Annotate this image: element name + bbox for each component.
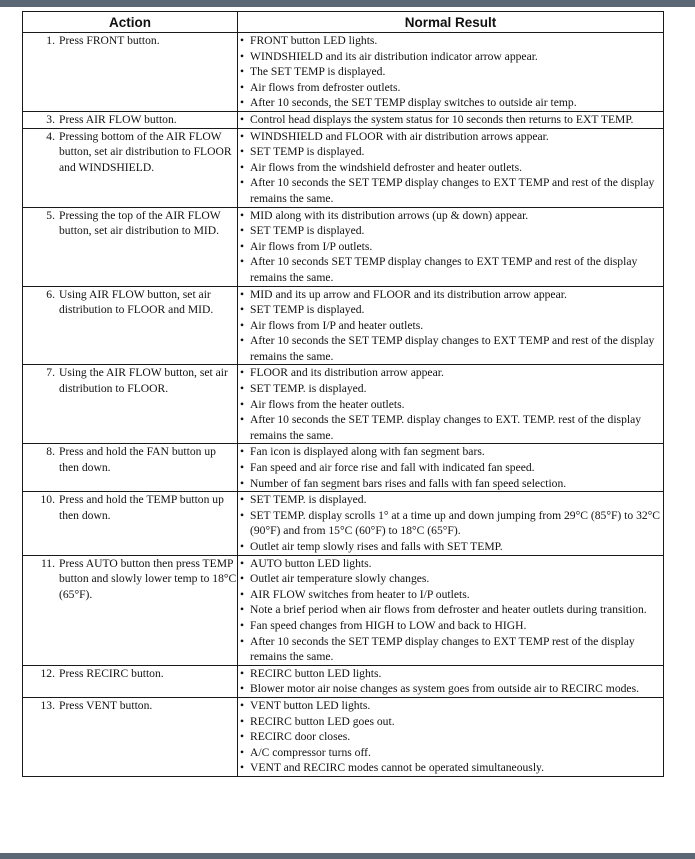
result-cell <box>238 111 664 128</box>
action-text: Using the AIR FLOW button, set air distribution to FLOOR. <box>59 366 228 396</box>
result-item: • Air flows from I/P and heater outlets. <box>238 318 663 334</box>
action-cell <box>23 286 238 365</box>
result-item: • Note a brief period when air flows from defroster and heater outlets during transition. <box>238 602 663 618</box>
table-row <box>23 128 664 207</box>
result-item: • Air flows from defroster outlets. <box>238 80 663 96</box>
result-item: • Air flows from the windshield defroster and heater outlets. <box>238 160 663 176</box>
result-list <box>238 33 663 111</box>
action-cell <box>23 111 238 128</box>
diagnostic-test-table <box>22 11 664 777</box>
result-list <box>238 208 663 286</box>
action-cell <box>23 365 238 444</box>
result-item: • Control head displays the system status for 10 seconds then returns to EXT TEMP. <box>238 112 663 128</box>
action-text: Press and hold the FAN button up then down. <box>59 445 216 475</box>
step-number: 3. <box>46 112 55 126</box>
result-list <box>238 287 663 365</box>
result-item: • Air flows from the heater outlets. <box>238 397 663 413</box>
result-list <box>238 556 663 665</box>
result-list <box>238 666 663 697</box>
step-number: 7. <box>46 366 55 380</box>
result-item: • SET TEMP is displayed. <box>238 144 663 160</box>
step-number: 8. <box>46 445 55 459</box>
action-cell <box>23 33 238 112</box>
result-cell <box>238 207 664 286</box>
action-text: Press and hold the TEMP button up then down. <box>59 493 224 522</box>
table-row <box>23 207 664 286</box>
step-number: 4. <box>46 129 55 143</box>
step-number: 12. <box>40 666 55 680</box>
result-item: • FLOOR and its distribution arrow appear. <box>238 365 663 381</box>
result-list <box>238 698 663 776</box>
result-cell <box>238 365 664 444</box>
table-row <box>23 286 664 365</box>
result-item: • Blower motor air noise changes as system goes from outside air to RECIRC modes. <box>238 681 663 697</box>
result-item: • AIR FLOW switches from heater to I/P outlets. <box>238 587 663 603</box>
result-item: • MID along with its distribution arrows (up & down) appear. <box>238 208 663 224</box>
result-item: • Outlet air temperature slowly changes. <box>238 571 663 587</box>
step-number: 1. <box>46 34 55 47</box>
result-cell <box>238 128 664 207</box>
result-item: • SET TEMP. display scrolls 1° at a time up and down jumping from 29°C (85°F) to 32°C (90°F) and from 15°C (60°F) to 18°C (65°F). <box>238 508 663 539</box>
result-item: • SET TEMP. is displayed. <box>238 492 663 508</box>
result-item: • After 10 seconds the SET TEMP display changes to EXT TEMP rest of the display remains the same. <box>238 634 663 665</box>
result-item: • SET TEMP is displayed. <box>238 223 663 239</box>
table-row <box>23 665 664 697</box>
table-row <box>23 555 664 665</box>
result-item: • WINDSHIELD and FLOOR with air distribution arrows appear. <box>238 129 663 145</box>
result-item: • Air flows from I/P outlets. <box>238 239 663 255</box>
action-text: Press RECIRC button. <box>59 666 164 680</box>
result-item: • After 10 seconds the SET TEMP display changes to EXT TEMP and rest of the display remains the same. <box>238 333 663 364</box>
result-item: • Outlet air temp slowly rises and falls with SET TEMP. <box>238 539 663 555</box>
result-list <box>238 444 663 491</box>
result-cell <box>238 665 664 697</box>
result-item: • After 10 seconds, the SET TEMP display switches to outside air temp. <box>238 95 663 111</box>
action-text: Using AIR FLOW button, set air distribution to FLOOR and MID. <box>59 287 214 317</box>
result-column-header: Normal Result <box>238 12 664 33</box>
result-item: • VENT button LED lights. <box>238 698 663 714</box>
result-item: • Fan icon is displayed along with fan segment bars. <box>238 444 663 460</box>
result-list <box>238 492 663 554</box>
result-item: • AUTO button LED lights. <box>238 556 663 572</box>
result-item: • SET TEMP. is displayed. <box>238 381 663 397</box>
table-row <box>23 365 664 444</box>
step-number: 13. <box>40 698 55 712</box>
result-item: • A/C compressor turns off. <box>238 745 663 761</box>
result-item: • SET TEMP is displayed. <box>238 302 663 318</box>
table-row <box>23 492 664 555</box>
action-cell <box>23 128 238 207</box>
result-item: • Fan speed changes from HIGH to LOW and back to HIGH. <box>238 618 663 634</box>
result-item: • MID and its up arrow and FLOOR and its distribution arrow appear. <box>238 287 663 303</box>
result-list <box>238 129 663 207</box>
result-cell <box>238 492 664 555</box>
result-cell <box>238 555 664 665</box>
result-item: • The SET TEMP is displayed. <box>238 64 663 80</box>
table-row <box>23 111 664 128</box>
action-text: Pressing bottom of the AIR FLOW button, set air distribution to FLOOR and WINDSHIELD. <box>59 129 232 174</box>
step-number: 11. <box>40 556 55 570</box>
action-text: Pressing the top of the AIR FLOW button, set air distribution to MID. <box>59 208 221 238</box>
step-number: 6. <box>46 287 55 301</box>
top-border-strip <box>0 0 695 7</box>
table-header-row <box>23 12 664 33</box>
action-cell <box>23 444 238 492</box>
action-cell <box>23 697 238 776</box>
action-cell <box>23 207 238 286</box>
result-item: • FRONT button LED lights. <box>238 33 663 49</box>
result-item: • RECIRC door closes. <box>238 729 663 745</box>
result-item: • After 10 seconds the SET TEMP. display changes to EXT. TEMP. rest of the display remains the same. <box>238 412 663 443</box>
table-row <box>23 697 664 776</box>
result-item: • Number of fan segment bars rises and falls with fan speed selection. <box>238 476 663 492</box>
action-column-header: Action <box>23 12 238 33</box>
action-cell <box>23 665 238 697</box>
result-cell <box>238 286 664 365</box>
bottom-border-strip <box>0 853 695 859</box>
action-text: Press FRONT button. <box>59 34 160 47</box>
result-list <box>238 365 663 443</box>
result-item: • WINDSHIELD and its air distribution indicator arrow appear. <box>238 49 663 65</box>
action-text: Press AUTO button then press TEMP button and slowly lower temp to 18°C (65°F). <box>59 556 237 601</box>
result-item: • RECIRC button LED goes out. <box>238 714 663 730</box>
result-item: • RECIRC button LED lights. <box>238 666 663 682</box>
action-text: Press AIR FLOW button. <box>59 112 177 126</box>
result-item: • Fan speed and air force rise and fall with indicated fan speed. <box>238 460 663 476</box>
action-cell <box>23 492 238 555</box>
table-row <box>23 33 664 112</box>
result-item: • After 10 seconds the SET TEMP display changes to EXT TEMP and rest of the display remains the same. <box>238 175 663 206</box>
step-number: 10. <box>40 493 55 507</box>
result-cell <box>238 33 664 112</box>
result-cell <box>238 444 664 492</box>
result-list <box>238 112 663 128</box>
action-text: Press VENT button. <box>59 698 153 712</box>
result-item: • After 10 seconds SET TEMP display changes to EXT TEMP and rest of the display remains the same. <box>238 254 663 285</box>
result-item: • VENT and RECIRC modes cannot be operated simultaneously. <box>238 760 663 776</box>
step-number: 5. <box>46 208 55 222</box>
table-row <box>23 444 664 492</box>
action-cell <box>23 555 238 665</box>
result-cell <box>238 697 664 776</box>
